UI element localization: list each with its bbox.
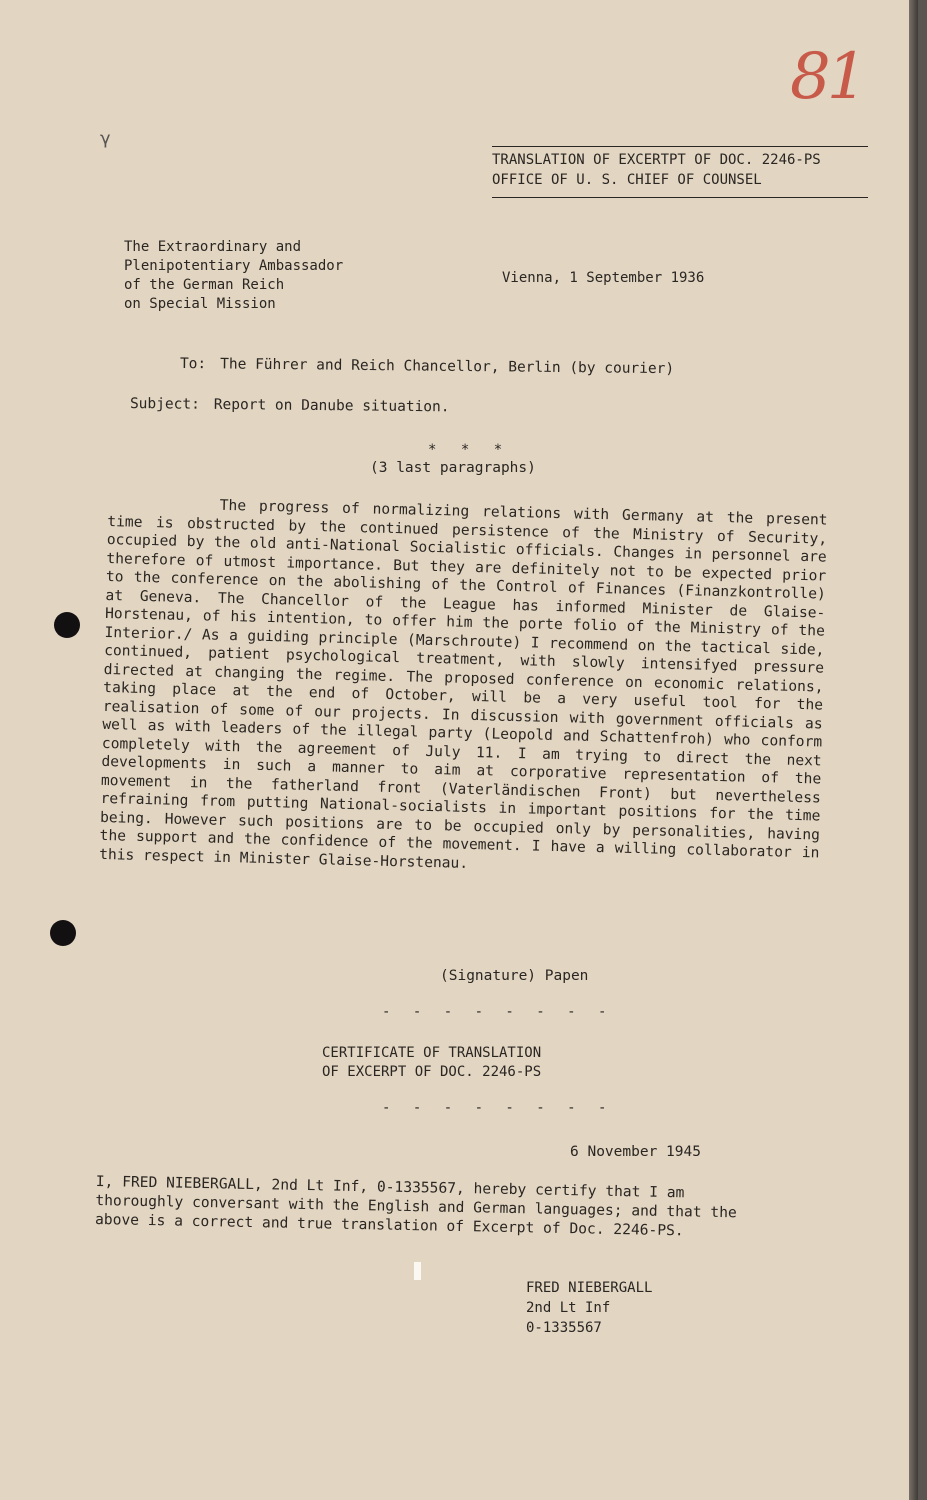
subject-label: Subject: xyxy=(129,396,200,413)
certificate-text: I, FRED NIEBERGALL, 2nd Lt Inf, 0-1335567, hereby certify that I am thoroughly conversant with the English and German languages; and that the above is a correct and true translation of Excerpt of Doc. 2246-PS. xyxy=(94,1172,737,1240)
sender-line: The Extraordinary and xyxy=(124,239,302,255)
header-rule-bottom xyxy=(492,197,868,198)
paper-blemish xyxy=(414,1262,421,1280)
signer-name: FRED NIEBERGALL xyxy=(526,1280,653,1296)
signer-rank: 2nd Lt Inf xyxy=(526,1300,611,1316)
certificate-title-line-2: OF EXCERPT OF DOC. 2246-PS xyxy=(322,1064,542,1080)
sender-block xyxy=(124,238,343,314)
header-rule-top xyxy=(492,146,868,147)
signer-block xyxy=(526,1278,652,1338)
sender-line: on Special Mission xyxy=(124,296,276,312)
section-stars: * * * xyxy=(428,442,511,458)
translation-header xyxy=(492,150,868,190)
subject-line xyxy=(130,396,450,415)
page-edge-shadow xyxy=(909,0,918,1500)
punch-hole-bottom xyxy=(50,920,76,946)
paragraph-note: (3 last paragraphs) xyxy=(370,460,536,476)
certificate-date: 6 November 1945 xyxy=(570,1144,701,1160)
certificate-title-line-1: CERTIFICATE OF TRANSLATION xyxy=(322,1045,542,1061)
sender-line: Plenipotentiary Ambassador xyxy=(124,258,344,274)
report-body xyxy=(99,494,828,881)
handwritten-page-number: 81 xyxy=(790,40,864,114)
sender-line: of the German Reich xyxy=(124,277,285,293)
body-paragraph: The progress of normalizing relations with Germany at the present time is obstructed by the continued persistence of the Ministry of Security, occupied by the old anti-National Socialistic officials. Changes in personnel are therefore of utmost importance. But they are definitely not to be expected prior to the conference on the abolishing of the Control of Finances (Finanzkontrolle) at Geneva. The Chancellor of the League has informed Minister de Glaise-Horstenau, of his intention, to offer him the porte folio of the Ministry of the Interior./ As a guiding principle (Marschroute) I recommend on the tactical side, continued, patient psychological treatment, with slowly intensifyed pressure directed at changing the regime. The proposed conference on economic relations, taking place at the end of October, will be a very useful tool for the realisation of some of our projects. In discussion with government officials as well as with leaders of the illegal party (Leopold and Schattenfroh) who conform completely with the agreement of July 11. I am trying to direct the next developments in such a manner to aim at corporative representation of the movement in the fatherland front (Vaterländischen Front) but nevertheless refraining from putting National-socialists in important positions for the time being. However such positions are to be occupied only by personalities, having the support and the confidence of the movement. I have a willing collaborator in this respect in Minister Glaise-Horstenau. xyxy=(98,496,828,872)
separator-dashes: - - - - - - - - xyxy=(382,1004,614,1020)
punch-hole-top xyxy=(54,612,80,638)
recipient-line xyxy=(180,356,674,377)
signer-serial: 0-1335567 xyxy=(526,1320,602,1336)
certificate-title xyxy=(322,1044,541,1082)
header-line-1: TRANSLATION OF EXCERTPT OF DOC. 2246-PS xyxy=(492,152,821,168)
header-line-2: OFFICE OF U. S. CHIEF OF COUNSEL xyxy=(492,172,762,188)
subject-value: Report on Danube situation. xyxy=(213,396,450,416)
place-date: Vienna, 1 September 1936 xyxy=(502,270,705,286)
pencil-tick-mark: γ xyxy=(100,128,111,149)
separator-dashes: - - - - - - - - xyxy=(382,1100,614,1116)
to-value: The Führer and Reich Chancellor, Berlin (by courier) xyxy=(220,356,675,378)
signature-line: (Signature) Papen xyxy=(440,968,589,984)
to-label: To: xyxy=(179,356,207,373)
